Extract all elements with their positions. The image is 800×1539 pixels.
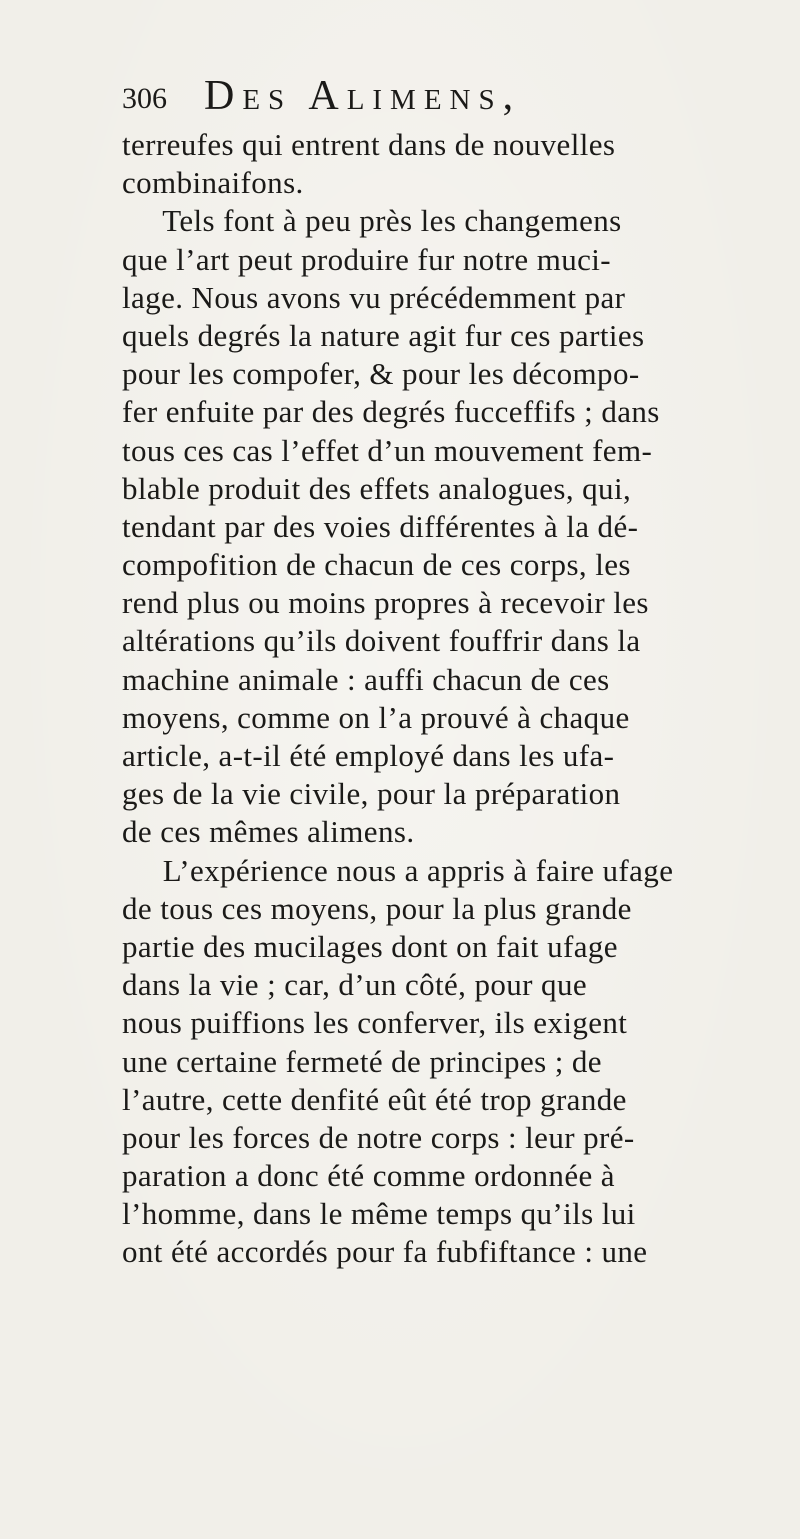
text-line: ont été accordés pour fa fubfiftance : une	[122, 1234, 648, 1270]
page-number: 306	[122, 82, 167, 115]
text-line: ges de la vie civile, pour la préparation	[122, 776, 621, 812]
text-line: altérations qu’ils doivent fouffrir dans la	[122, 623, 641, 659]
text-line: Tels font à peu près les changemens	[122, 203, 622, 239]
text-line: dans la vie ; car, d’un côté, pour que	[122, 967, 588, 1003]
text-line: pour les compofer, & pour les décompo-	[122, 356, 640, 392]
text-line: L’expérience nous a appris à faire ufage	[122, 852, 674, 888]
text-line: combinaifons.	[122, 165, 304, 201]
text-line: de tous ces moyens, pour la plus grande	[122, 890, 632, 926]
text-line: une certaine fermeté de principes ; de	[122, 1043, 602, 1079]
text-line: tendant par des voies différentes à la dé-	[122, 508, 639, 544]
text-line: machine animale : auffi chacun de ces	[122, 661, 610, 697]
text-line: moyens, comme on l’a prouvé à chaque	[122, 699, 630, 735]
text-line: nous puiffions les conferver, ils exigent	[122, 1005, 628, 1041]
text-line: l’homme, dans le même temps qu’ils lui	[122, 1196, 636, 1232]
text-line: tous ces cas l’effet d’un mouvement fem-	[122, 432, 653, 468]
text-line: partie des mucilages dont on fait ufage	[122, 928, 618, 964]
text-line: rend plus ou moins propres à recevoir les	[122, 585, 649, 621]
text-line: de ces mêmes alimens.	[122, 814, 415, 850]
text-line: lage. Nous avons vu précédemment par	[122, 279, 626, 315]
text-line: fer enfuite par des degrés fucceffifs ; dans	[122, 394, 660, 430]
running-head	[122, 72, 762, 126]
body-text	[122, 126, 782, 1272]
text-line: l’autre, cette denfité eût été trop grande	[122, 1081, 627, 1117]
text-line: quels degrés la nature agit fur ces parties	[122, 317, 645, 353]
text-line: compofition de chacun de ces corps, les	[122, 547, 631, 583]
text-line: pour les forces de notre corps : leur pré-	[122, 1119, 635, 1155]
text-line: que l’art peut produire fur notre muci-	[122, 241, 612, 277]
running-title: Des Alimens,	[204, 73, 522, 119]
text-line: article, a-t-il été employé dans les ufa-	[122, 738, 615, 773]
text-line: terreufes qui entrent dans de nouvelles	[122, 127, 616, 162]
text-line: paration a donc été comme ordonnée à	[122, 1158, 615, 1194]
text-line: blable produit des effets analogues, qui,	[122, 470, 632, 506]
